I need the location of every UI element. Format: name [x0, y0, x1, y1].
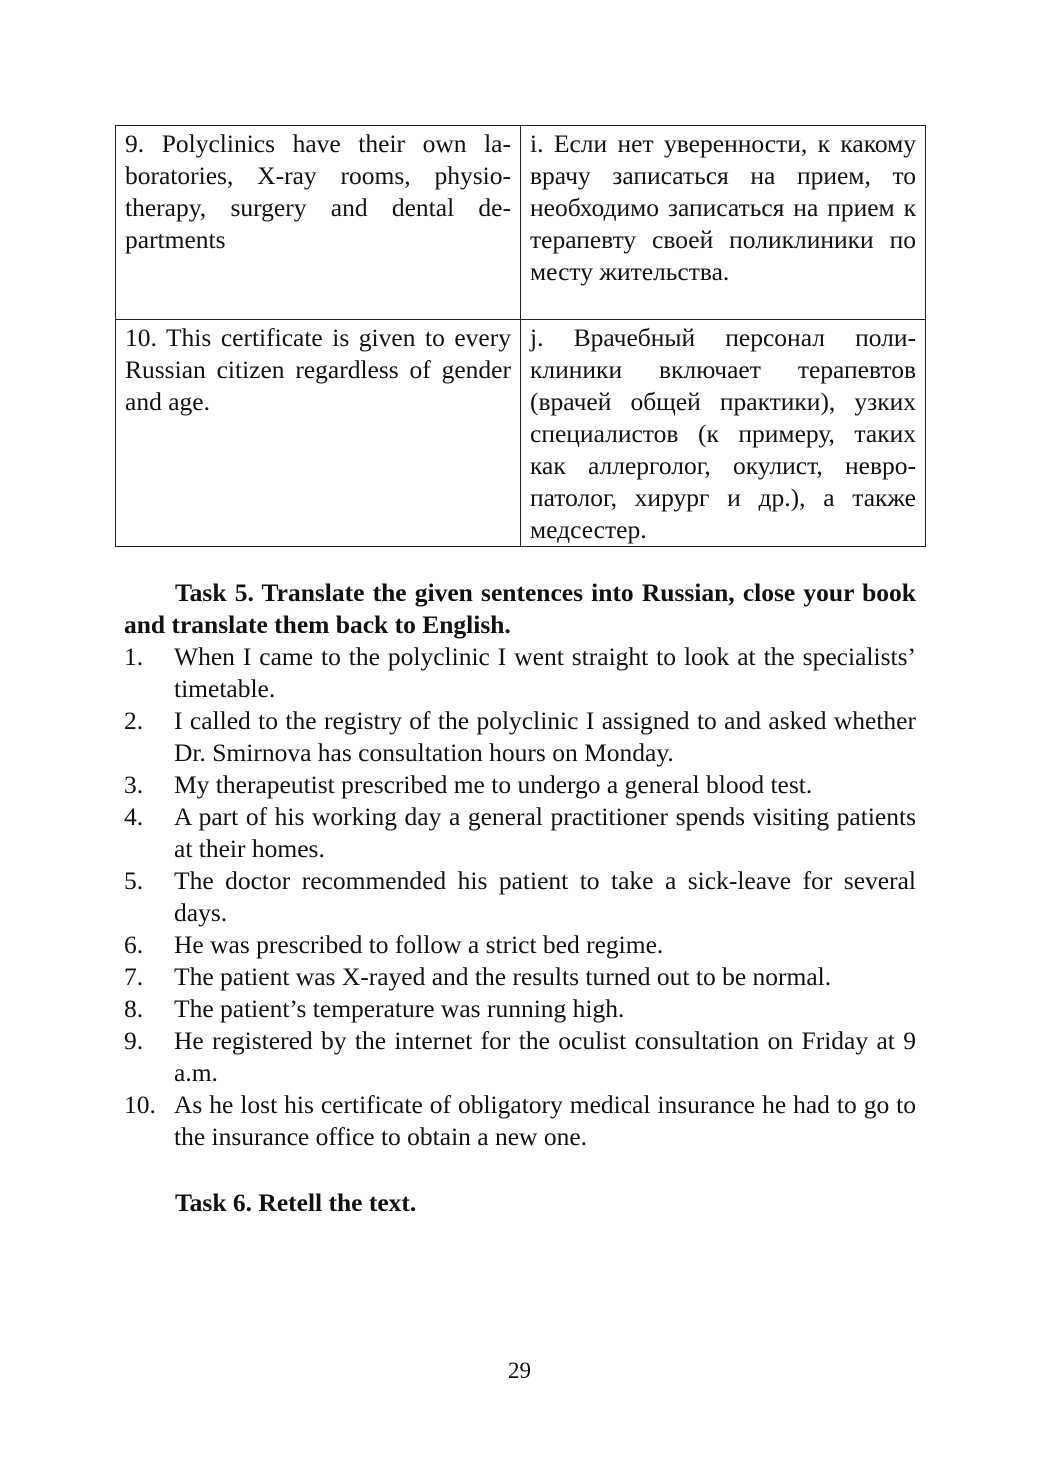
task-5-section: [124, 577, 916, 1153]
table-row: [116, 126, 926, 320]
task-6-heading: Task 6. Retell the text.: [175, 1188, 417, 1217]
table-cell-english: [116, 320, 521, 547]
item-text: I called to the registry of the polyclinic I assigned to and asked whether Dr. Smirnova has consultation hours on Monday.: [174, 706, 916, 767]
item-number: 7.: [124, 962, 144, 991]
item-number: 8.: [124, 994, 144, 1023]
list-item: [124, 993, 916, 1025]
cell-text: 9. Polyclinics have their own laboratories, X-ray rooms, physiotherapy, surgery and dental departments: [125, 129, 511, 254]
table-cell-russian: [521, 320, 926, 547]
item-number: 10.: [124, 1090, 156, 1119]
item-number: 6.: [124, 930, 144, 959]
table-cell-english: [116, 126, 521, 320]
item-text: He was prescribed to follow a strict bed regime.: [174, 930, 664, 959]
list-item: [124, 1089, 916, 1153]
list-item: [124, 1025, 916, 1089]
list-item: [124, 705, 916, 769]
cell-text: j. Врачебный персонал поликлиники включает терапевтов (врачей общей практики), узких специалистов (к примеру, таких как аллерголог, окулист, невропатолог, хирург и др.), а также медсестер.: [530, 323, 916, 544]
list-item: [124, 865, 916, 929]
item-text: A part of his working day a general practitioner spends visiting patients at their homes.: [174, 802, 916, 863]
item-number: 9.: [124, 1026, 144, 1055]
list-item: [124, 769, 916, 801]
item-text: He registered by the internet for the oculist consultation on Friday at 9 a.m.: [174, 1026, 916, 1087]
item-text: The doctor recommended his patient to take a sick-leave for several days.: [174, 866, 916, 927]
item-text: When I came to the polyclinic I went straight to look at the specialists’ timetable.: [174, 642, 916, 703]
task-5-heading: Task 5. Translate the given sentences into Russian, close your book and translate them back to English.: [124, 578, 916, 639]
item-number: 4.: [124, 802, 144, 831]
item-number: 2.: [124, 706, 144, 735]
item-text: My therapeutist prescribed me to undergo a general blood test.: [174, 770, 813, 799]
list-item: [124, 641, 916, 705]
item-number: 5.: [124, 866, 144, 895]
item-text: As he lost his certificate of obligatory medical insurance he had to go to the insurance office to obtain a new one.: [174, 1090, 916, 1151]
list-item: [124, 961, 916, 993]
item-text: The patient was X-rayed and the results turned out to be normal.: [174, 962, 832, 991]
page-number: 29: [508, 1358, 531, 1383]
list-item: [124, 801, 916, 865]
item-number: 1.: [124, 642, 144, 671]
matching-table: [115, 125, 926, 547]
cell-text: i. Если нет уверенности, к какому врачу записаться на прием, то необходимо записаться на прием к терапевту своей поликлиники по месту жительства.: [530, 129, 916, 286]
list-item: [124, 929, 916, 961]
cell-text: 10. This certificate is given to every Russian citizen regardless of gender and age.: [125, 323, 511, 416]
table-row: [116, 320, 926, 547]
table-cell-russian: [521, 126, 926, 320]
sentence-list: [124, 641, 916, 1153]
item-text: The patient’s temperature was running high.: [174, 994, 625, 1023]
item-number: 3.: [124, 770, 144, 799]
